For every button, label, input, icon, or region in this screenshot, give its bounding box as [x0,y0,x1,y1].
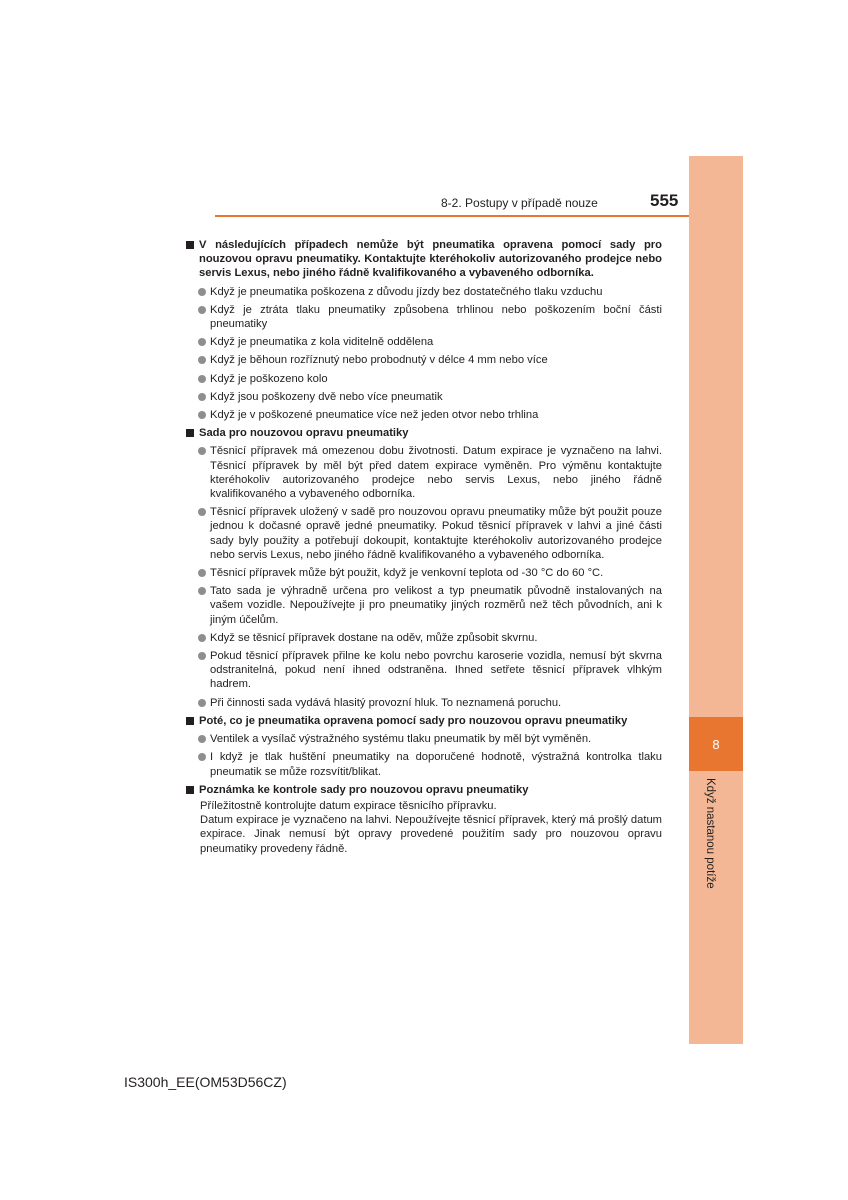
footer-model-code: IS300h_EE(OM53D56CZ) [124,1074,287,1090]
list-item: Když je běhoun rozříznutý nebo probodnutý v délce 4 mm nebo více [198,353,662,367]
section-repair-kit [186,426,662,710]
bullet-icon [198,393,206,401]
list-item: Těsnicí přípravek uložený v sadě pro nouzovou opravu pneumatiky může být použit pouze jednou k dočasné opravě jedné pneumatiky. Pokud těsnicí přípravek v lahvi a jiné části sady byly použity a potřebují dokoupit, kontaktujte kteréhokoliv autorizovaného prodejce nebo servis Lexus, nebo jiného řádně kvalifikovaného a vybaveného odborníka. [198,505,662,562]
bullet-icon [198,288,206,296]
bullet-icon [198,569,206,577]
bullet-icon [198,735,206,743]
section-heading: Poznámka ke kontrole sady pro nouzovou opravu pneumatiky [199,783,529,796]
list-item: Těsnicí přípravek má omezenou dobu životnosti. Datum expirace je vyznačeno na lahvi. Těsnicí přípravek by měl být před datem expirace vyměněn. Pro výměnu kontaktujte kteréhokoliv autorizovaného prodejce nebo servis Lexus, nebo jiného řádně kvalifikovaného a vybaveného odborníka. [198,444,662,501]
section-heading: Poté, co je pneumatika opravena pomocí sady pro nouzovou opravu pneumatiky [199,714,628,727]
list-item: Ventilek a vysílač výstražného systému tlaku pneumatik by měl být vyměněn. [198,732,662,746]
list-item: Když je pneumatika poškozena z důvodu jízdy bez dostatečného tlaku vzduchu [198,285,662,299]
bullet-icon [198,753,206,761]
list-item: Když je v poškozené pneumatice více než jeden otvor nebo trhlina [198,408,662,422]
page-content [186,238,662,860]
bullet-icon [198,634,206,642]
header-section-title: 8-2. Postupy v případě nouze [441,196,598,210]
section-heading: V následujících případech nemůže být pneumatika opravena pomocí sady pro nouzovou opravu pneumatiky. Kontaktujte kteréhokoliv autorizovaného prodejce nebo servis Lexus, nebo jiného řádně kvalifikovaného a vybaveného odborníka. [199,239,662,280]
note-paragraph: Příležitostně kontrolujte datum expirace těsnicího přípravku. Datum expirace je vyznačeno na lahvi. Nepoužívejte těsnicí přípravek, který má prošlý datum expirace. Jinak nemusí být opravy provedené použitím sady pro nouzovou opravu pneumatiky provedeny řádně. [200,799,662,855]
list-item: Při činnosti sada vydává hlasitý provozní hluk. To neznamená poruchu. [198,696,662,710]
chapter-side-tab [689,156,743,1044]
list-item: Když je pneumatika z kola viditelně oddělena [198,335,662,349]
chapter-number-tab[interactable] [689,717,743,771]
header-rule [215,215,689,217]
list-item: Když jsou poškozeny dvě nebo více pneumatik [198,390,662,404]
square-bullet-icon [186,786,194,794]
bullet-icon [198,375,206,383]
bullet-icon [198,356,206,364]
list-item: Tato sada je výhradně určena pro velikost a typ pneumatik původně instalovaných na vašem vozidle. Nepoužívejte ji pro pneumatiky jiných rozměrů než těch původních, ani k jiným účelům. [198,584,662,627]
chapter-number: 8 [712,736,720,752]
bullet-icon [198,306,206,314]
chapter-title: Když nastanou potíže [704,778,716,889]
bullet-icon [198,338,206,346]
bullet-icon [198,699,206,707]
list-item: Když je poškozeno kolo [198,372,662,386]
section-after-repair [186,714,662,779]
square-bullet-icon [186,429,194,437]
list-item: Pokud těsnicí přípravek přilne ke kolu nebo povrchu karoserie vozidla, nemusí být skvrna odstranitelná, pokud není ihned odstraněna. Ihned setřete těsnicí přípravek vlhkým hadrem. [198,649,662,692]
bullet-icon [198,508,206,516]
square-bullet-icon [186,241,194,249]
bullet-icon [198,587,206,595]
list-item: Těsnicí přípravek může být použit, když je venkovní teplota od -30 °C do 60 °C. [198,566,662,580]
list-item: Když je ztráta tlaku pneumatiky způsobena trhlinou nebo poškozením boční části pneumatiky [198,303,662,331]
bullet-icon [198,411,206,419]
list-item: Když se těsnicí přípravek dostane na oděv, může způsobit skvrnu. [198,631,662,645]
list-item: I když je tlak huštění pneumatiky na doporučené hodnotě, výstražná kontrolka tlaku pneumatik se může rozsvítit/blikat. [198,750,662,778]
bullet-icon [198,447,206,455]
page-number: 555 [650,191,679,210]
section-kit-check-note [186,783,662,856]
bullet-icon [198,652,206,660]
section-unrepairable-cases [186,238,662,422]
section-heading: Sada pro nouzovou opravu pneumatiky [199,427,409,440]
square-bullet-icon [186,717,194,725]
